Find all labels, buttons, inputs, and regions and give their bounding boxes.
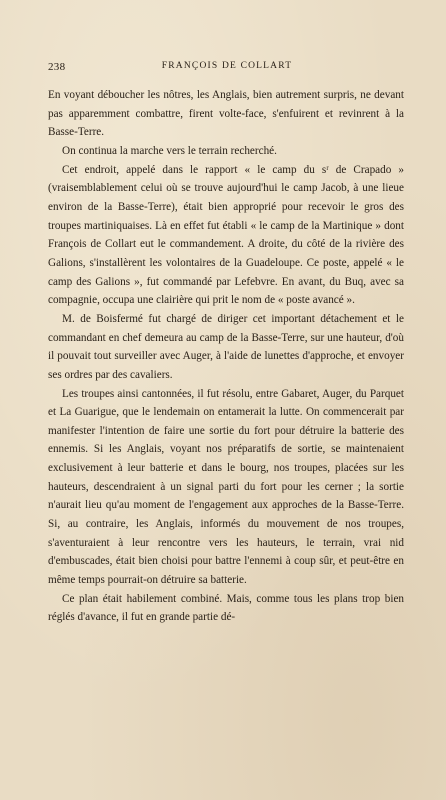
paragraph-4: M. de Boisfermé fut chargé de diriger cet important détachement et le commandant en chef demeura au camp de la Basse-Terre, sur une hauteur, d'où il pouvait tout surveiller avec Auger, à l'aide de lunettes d'approche, et envoyer ses ordres par des cavaliers.	[48, 312, 404, 381]
paragraph-6: Ce plan était habilement combiné. Mais, comme tous les plans trop bien réglés d'avance, il fut en grande partie dé-	[48, 592, 404, 624]
paragraph-3: Cet endroit, appelé dans le rapport « le camp du sʳ de Crapado » (vraisemblablement celui où se trouve aujourd'hui le camp Jacob, à une lieue environ de la Basse-Terre), était bien approprié pour recevoir le gros des troupes martiniquaises. Là en effet fut établi « le camp de la Martinique » dont François de Collart eut le commandement. A droite, du côté de la rivière des Galions, s'installèrent les volontaires de la Guadeloupe. Ce poste, appelé « le camp des Galions », fut commandé par Lefebvre. En avant, du Buq, avec sa compagnie, occupa une clairière qui prit le nom de « poste avancé ».	[48, 163, 404, 307]
page-number: 238	[48, 61, 66, 73]
paragraph-5: Les troupes ainsi cantonnées, il fut résolu, entre Gabaret, Auger, du Parquet et La Guarigue, que le lendemain on entamerait la lutte. On commencerait par manifester l'intention de faire une sortie du fort pour détruire la batterie des ennemis. Si les Anglais, voyant nos préparatifs de sortie, se maintenaient exclusivement à leur batterie et dans le bourg, nos troupes, placées sur les hauteurs, descendraient à un signal parti du fort pour les cerner ; la sortie n'aurait lieu qu'au moment de l'engagement aux approches de la Basse-Terre. Si, au contraire, les Anglais, informés du mouvement de nos troupes, s'aventuraient à leur rencontre vers les hauteurs, le terrain, vrai nid d'embuscades, était bien choisi pour battre l'ennemi à coup sûr, et peut-être en même temps pourrait-on détruire sa batterie.	[48, 387, 404, 587]
running-title: FRANÇOIS DE COLLART	[161, 61, 293, 71]
page-header	[48, 61, 406, 75]
body-text	[48, 86, 404, 627]
paragraph-2: On continua la marche vers le terrain recherché.	[62, 144, 277, 157]
paragraph-1: En voyant déboucher les nôtres, les Anglais, bien autrement surpris, ne devant pas apparemment combattre, firent volte-face, s'enfuirent et revinrent à la Basse-Terre.	[48, 89, 404, 139]
